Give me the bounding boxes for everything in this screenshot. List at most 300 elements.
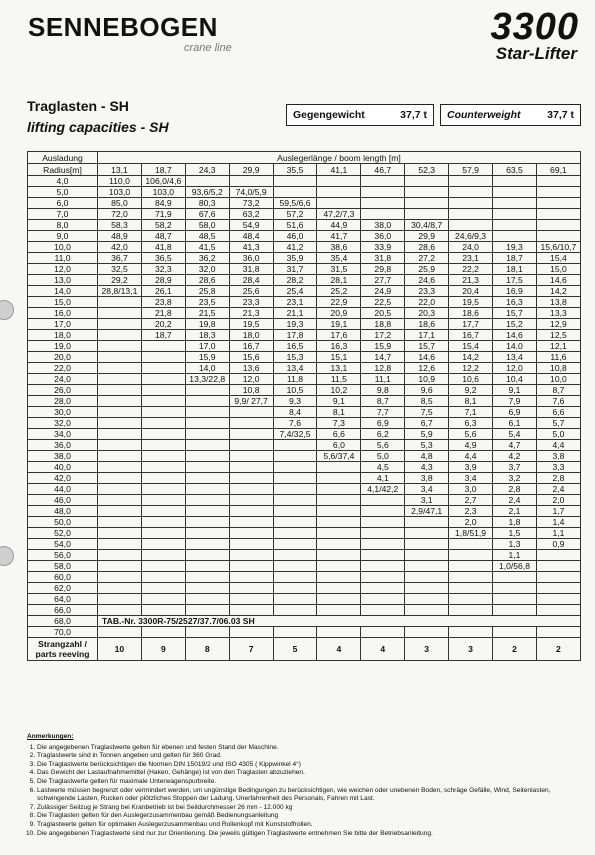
table-row	[28, 517, 581, 528]
counterweight-de-box	[286, 104, 434, 126]
capacity-cell	[141, 473, 185, 484]
radius-cell: 16,0	[28, 308, 98, 319]
capacity-cell	[229, 462, 273, 473]
capacity-cell: 12,0	[229, 374, 273, 385]
capacity-cell	[405, 176, 449, 187]
capacity-cell	[317, 627, 361, 638]
capacity-cell: 20,2	[141, 319, 185, 330]
capacity-cell: 4,1/42,2	[361, 484, 405, 495]
capacity-cell	[449, 187, 493, 198]
radius-cell: 5,0	[28, 187, 98, 198]
capacity-cell: 80,3	[185, 198, 229, 209]
capacity-cell	[405, 209, 449, 220]
capacity-cell: 15,7	[493, 308, 537, 319]
capacity-cell: 28,9	[141, 275, 185, 286]
capacity-cell	[98, 451, 142, 462]
capacity-cell: 67,6	[185, 209, 229, 220]
capacity-cell	[185, 627, 229, 638]
table-row	[28, 528, 581, 539]
capacity-cell: 103,0	[98, 187, 142, 198]
capacity-cell: 36,0	[361, 231, 405, 242]
capacity-cell: 5,7	[536, 418, 580, 429]
capacity-cell: 12,9	[536, 319, 580, 330]
capacity-cell	[405, 539, 449, 550]
capacity-cell	[317, 462, 361, 473]
table-row	[28, 495, 581, 506]
capacity-cell: 15,7	[405, 341, 449, 352]
capacity-cell	[405, 187, 449, 198]
capacity-cell: 3,0	[449, 484, 493, 495]
header-row	[28, 152, 581, 164]
capacity-cell	[98, 418, 142, 429]
capacity-cell: 14,2	[449, 352, 493, 363]
capacity-cell	[273, 440, 317, 451]
capacity-cell: 14,6	[493, 330, 537, 341]
radius-cell: 9,0	[28, 231, 98, 242]
radius-cell: 46,0	[28, 495, 98, 506]
capacity-cell: 5,9	[405, 429, 449, 440]
table-row	[28, 561, 581, 572]
note-item: 8. Die Traglasten gelten für den Auslegerzusammenbau gemäß Bedienungsanleitung	[37, 812, 577, 821]
capacity-cell: 29,8	[361, 264, 405, 275]
capacity-cell	[273, 627, 317, 638]
capacity-cell: 31,7	[273, 264, 317, 275]
capacity-cell: 10,4	[493, 374, 537, 385]
capacity-cell	[98, 407, 142, 418]
radius-cell: 7,0	[28, 209, 98, 220]
capacity-cell	[361, 528, 405, 539]
capacity-cell: 10,2	[317, 385, 361, 396]
capacity-cell: 2,9/47,1	[405, 506, 449, 517]
capacity-cell: 15,6/10,7	[536, 242, 580, 253]
capacity-cell: 15,0	[536, 264, 580, 275]
radius-cell: 48,0	[28, 506, 98, 517]
capacity-cell	[449, 176, 493, 187]
capacity-cell	[185, 440, 229, 451]
capacity-cell: 17,1	[405, 330, 449, 341]
capacity-cell	[98, 594, 142, 605]
capacity-cell	[98, 627, 142, 638]
capacity-cell: 72,0	[98, 209, 142, 220]
capacity-cell: 32,3	[141, 264, 185, 275]
radius-cell: 19,0	[28, 341, 98, 352]
capacity-cell	[273, 187, 317, 198]
capacity-cell	[141, 583, 185, 594]
table-row	[28, 220, 581, 231]
capacity-cell: 22,0	[405, 297, 449, 308]
capacity-cell: 7,3	[317, 418, 361, 429]
capacity-cell	[229, 440, 273, 451]
reeving-row	[28, 638, 581, 661]
capacity-cell: 13,1	[317, 363, 361, 374]
capacity-cell	[449, 198, 493, 209]
capacity-cell: 6,2	[361, 429, 405, 440]
capacity-cell	[229, 539, 273, 550]
radius-cell: 64,0	[28, 594, 98, 605]
capacity-cell: 5,6	[361, 440, 405, 451]
capacity-cell	[141, 462, 185, 473]
capacity-cell	[98, 561, 142, 572]
boom-length-header: Auslegerlänge / boom length [m]	[98, 152, 581, 164]
boom-length-value: 46,7	[361, 164, 405, 176]
capacity-cell: 25,6	[229, 286, 273, 297]
radius-cell: 32,0	[28, 418, 98, 429]
capacity-cell: 15,4	[536, 253, 580, 264]
radius-cell: 60,0	[28, 572, 98, 583]
capacity-cell	[141, 363, 185, 374]
capacity-cell: 19,3	[493, 242, 537, 253]
capacity-cell	[229, 506, 273, 517]
table-row	[28, 352, 581, 363]
capacity-cell	[98, 429, 142, 440]
capacity-cell: 48,5	[185, 231, 229, 242]
capacity-cell	[536, 220, 580, 231]
radius-cell: 36,0	[28, 440, 98, 451]
capacity-cell	[317, 506, 361, 517]
capacity-cell	[361, 539, 405, 550]
capacity-cell: 2,3	[449, 506, 493, 517]
capacity-cell: 16,3	[317, 341, 361, 352]
capacity-cell	[229, 583, 273, 594]
capacity-cell: 31,8	[361, 253, 405, 264]
capacity-cell	[229, 407, 273, 418]
title-de: Traglasten - SH	[27, 98, 129, 114]
capacity-cell: 1,0/56,8	[493, 561, 537, 572]
capacity-cell: 2,4	[536, 484, 580, 495]
capacity-cell	[536, 605, 580, 616]
capacity-cell	[493, 594, 537, 605]
capacity-cell: 4,2	[493, 451, 537, 462]
capacity-cell	[449, 572, 493, 583]
capacity-cell: 18,6	[449, 308, 493, 319]
capacity-cell: 42,0	[98, 242, 142, 253]
boom-length-value: 69,1	[536, 164, 580, 176]
table-row	[28, 616, 581, 627]
capacity-cell: 3,1	[405, 495, 449, 506]
note-item: 2. Traglastwerte sind in Tonnen angeben und gelten für 360 Grad.	[37, 752, 577, 761]
capacity-cell	[98, 330, 142, 341]
capacity-cell: 7,6	[536, 396, 580, 407]
table-row	[28, 253, 581, 264]
radius-cell: 14,0	[28, 286, 98, 297]
model-number: 3300	[490, 6, 579, 48]
table-row	[28, 341, 581, 352]
capacity-cell: 58,3	[98, 220, 142, 231]
capacity-cell: 2,8	[536, 473, 580, 484]
capacity-cell: 44,9	[317, 220, 361, 231]
capacity-cell: 13,8	[536, 297, 580, 308]
capacity-cell: 13,3/22,8	[185, 374, 229, 385]
capacity-cell	[317, 572, 361, 583]
counterweight-de-value: 37,7 t	[400, 109, 427, 121]
capacity-cell	[536, 176, 580, 187]
capacity-cell	[185, 385, 229, 396]
capacity-cell: 27,2	[405, 253, 449, 264]
reeving-label-de: Strangzahl /	[38, 639, 87, 649]
capacity-cell	[273, 517, 317, 528]
capacity-cell	[98, 308, 142, 319]
capacity-cell: 15,2	[493, 319, 537, 330]
capacity-cell	[185, 572, 229, 583]
capacity-cell: 3,4	[405, 484, 449, 495]
capacity-cell	[229, 451, 273, 462]
capacity-cell	[273, 176, 317, 187]
capacity-cell	[229, 473, 273, 484]
reeving-label-en: parts reeving	[35, 649, 90, 659]
capacity-cell	[361, 583, 405, 594]
note-item: 4. Das Gewicht der Lastaufnahmemittel (Haken, Gehänge) ist von den Traglasten abzuziehen.	[37, 769, 577, 778]
capacity-cell: 14,2	[536, 286, 580, 297]
capacity-cell	[317, 484, 361, 495]
radius-cell: 13,0	[28, 275, 98, 286]
capacity-cell: 36,5	[141, 253, 185, 264]
radius-header-en: Radius[m]	[28, 164, 98, 176]
note-item: 10. Die angegebenen Traglastwerte sind nur zur Orientierung. Die jeweils gültigen Traglastwerte entnehmen Sie bitte der Betriebsanleitung.	[37, 830, 577, 839]
capacity-cell: 22,2	[449, 264, 493, 275]
capacity-cell	[273, 484, 317, 495]
capacity-cell: 1,3	[493, 539, 537, 550]
capacity-cell	[536, 209, 580, 220]
capacity-cell	[273, 605, 317, 616]
capacity-cell: 10,8	[229, 385, 273, 396]
capacity-cell: 28,1	[317, 275, 361, 286]
capacity-cell: 12,6	[405, 363, 449, 374]
capacity-cell: 5,4	[493, 429, 537, 440]
radius-cell: 11,0	[28, 253, 98, 264]
capacity-cell	[98, 605, 142, 616]
capacity-cell: 28,8/13,1	[98, 286, 142, 297]
radius-cell: 17,0	[28, 319, 98, 330]
table-row	[28, 176, 581, 187]
capacity-cell	[98, 517, 142, 528]
table-row	[28, 319, 581, 330]
capacity-cell	[185, 451, 229, 462]
capacity-cell: 35,4	[317, 253, 361, 264]
capacity-cell: 15,4	[449, 341, 493, 352]
capacity-cell: 5,0	[361, 451, 405, 462]
capacity-cell	[98, 495, 142, 506]
capacity-cell: 16,9	[493, 286, 537, 297]
capacity-cell	[449, 539, 493, 550]
capacity-cell: 18,1	[493, 264, 537, 275]
capacity-cell: 93,6/5,2	[185, 187, 229, 198]
capacity-cell	[449, 550, 493, 561]
counterweight-de-label: Gegengewicht	[293, 109, 365, 121]
capacity-cell	[361, 495, 405, 506]
capacity-cell	[405, 594, 449, 605]
note-item: 7. Zulässiger Seilzug je Strang bei Kranbetrieb ist bei Seildurchmesser 26 mm - 12.000 kg	[37, 804, 577, 813]
capacity-cell	[273, 550, 317, 561]
capacity-cell: 47,2/7,3	[317, 209, 361, 220]
capacity-cell: 16,5	[273, 341, 317, 352]
table-row	[28, 539, 581, 550]
capacity-cell	[405, 583, 449, 594]
capacity-cell	[361, 550, 405, 561]
capacity-cell: 4,5	[361, 462, 405, 473]
capacity-cell: 18,8	[361, 319, 405, 330]
capacity-cell	[229, 528, 273, 539]
radius-cell: 42,0	[28, 473, 98, 484]
table-row	[28, 418, 581, 429]
capacity-cell: 7,4/32,5	[273, 429, 317, 440]
capacity-cell: 10,5	[273, 385, 317, 396]
capacity-cell	[317, 550, 361, 561]
brand-logo: SENNEBOGEN	[28, 12, 218, 42]
capacity-cell: 10,8	[536, 363, 580, 374]
capacity-cell: 14,0	[185, 363, 229, 374]
capacity-cell	[229, 561, 273, 572]
capacity-cell: 24,6/9,3	[449, 231, 493, 242]
capacity-cell	[185, 418, 229, 429]
capacity-cell	[493, 198, 537, 209]
capacity-cell: 12,0	[493, 363, 537, 374]
capacity-cell: 4,9	[449, 440, 493, 451]
capacity-cell	[185, 561, 229, 572]
reeving-value: 2	[493, 638, 537, 661]
capacity-cell: 23,1	[449, 253, 493, 264]
capacity-cell	[493, 220, 537, 231]
capacity-cell: 41,5	[185, 242, 229, 253]
capacity-cell	[185, 517, 229, 528]
notes-list	[27, 744, 577, 839]
capacity-cell	[98, 297, 142, 308]
table-row	[28, 198, 581, 209]
capacity-cell: 106,0/4,6	[141, 176, 185, 187]
capacity-cell: 14,6	[536, 275, 580, 286]
capacity-cell: 12,5	[536, 330, 580, 341]
radius-cell: 66,0	[28, 605, 98, 616]
table-row	[28, 429, 581, 440]
note-item: 3. Die Traglastwerte berücksichtigen die Normen DIN 15019/2 und ISO 4305 ( Kippwinkel 4°)	[37, 761, 577, 770]
capacity-cell	[98, 473, 142, 484]
capacity-cell: 14,7	[361, 352, 405, 363]
capacity-cell	[141, 484, 185, 495]
radius-cell: 52,0	[28, 528, 98, 539]
capacity-cell	[98, 319, 142, 330]
table-row	[28, 407, 581, 418]
reeving-value: 8	[185, 638, 229, 661]
radius-cell: 24,0	[28, 374, 98, 385]
capacity-cell	[449, 583, 493, 594]
capacity-cell	[98, 583, 142, 594]
capacity-cell: 17,2	[361, 330, 405, 341]
table-row	[28, 286, 581, 297]
capacity-cell: 5,6	[449, 429, 493, 440]
capacity-cell: 17,7	[449, 319, 493, 330]
capacity-cell	[493, 583, 537, 594]
capacity-cell	[449, 594, 493, 605]
table-row	[28, 308, 581, 319]
table-row	[28, 451, 581, 462]
capacity-cell	[536, 583, 580, 594]
capacity-cell	[536, 627, 580, 638]
capacity-cell: 20,5	[361, 308, 405, 319]
capacity-cell	[229, 495, 273, 506]
table-row	[28, 627, 581, 638]
punch-hole	[0, 546, 14, 566]
capacity-cell: 57,2	[273, 209, 317, 220]
capacity-cell	[449, 627, 493, 638]
capacity-cell: 21,1	[273, 308, 317, 319]
capacity-cell	[361, 572, 405, 583]
capacity-cell: 25,9	[405, 264, 449, 275]
capacity-cell	[229, 605, 273, 616]
capacity-cell: 8,7	[361, 396, 405, 407]
capacity-cell	[273, 572, 317, 583]
capacity-cell: 18,7	[141, 330, 185, 341]
brand-subtitle: crane line	[184, 42, 232, 54]
capacity-cell	[273, 539, 317, 550]
capacity-cell: 19,3	[273, 319, 317, 330]
capacity-cell: 23,5	[185, 297, 229, 308]
capacity-cell	[141, 352, 185, 363]
capacity-cell: 4,1	[361, 473, 405, 484]
capacity-cell	[141, 374, 185, 385]
capacity-cell: 26,1	[141, 286, 185, 297]
radius-cell: 15,0	[28, 297, 98, 308]
capacity-cell	[98, 572, 142, 583]
capacity-cell	[229, 550, 273, 561]
radius-cell: 8,0	[28, 220, 98, 231]
capacity-cell	[493, 605, 537, 616]
capacity-cell: 13,6	[229, 363, 273, 374]
capacity-cell: 33,9	[361, 242, 405, 253]
capacity-cell	[317, 528, 361, 539]
reeving-value: 9	[141, 638, 185, 661]
capacity-cell: 9,1	[317, 396, 361, 407]
radius-cell: 28,0	[28, 396, 98, 407]
capacity-cell	[141, 605, 185, 616]
capacity-cell	[185, 429, 229, 440]
capacity-cell: 10,6	[449, 374, 493, 385]
radius-header-de: Ausladung	[28, 152, 98, 164]
capacity-cell	[98, 440, 142, 451]
capacity-cell	[98, 341, 142, 352]
capacity-cell: 8,4	[273, 407, 317, 418]
capacity-cell: 41,2	[273, 242, 317, 253]
capacity-cell	[317, 605, 361, 616]
radius-cell: 6,0	[28, 198, 98, 209]
capacity-cell: 19,8	[185, 319, 229, 330]
boom-length-value: 24,3	[185, 164, 229, 176]
capacity-cell	[273, 506, 317, 517]
capacity-cell: 14,0	[493, 341, 537, 352]
radius-cell: 58,0	[28, 561, 98, 572]
capacity-cell	[449, 605, 493, 616]
capacity-cell	[361, 627, 405, 638]
capacity-cell: 2,0	[449, 517, 493, 528]
capacity-cell	[405, 605, 449, 616]
capacity-cell: 32,5	[98, 264, 142, 275]
capacity-cell: 25,4	[273, 286, 317, 297]
table-row	[28, 462, 581, 473]
capacity-cell	[141, 396, 185, 407]
capacity-cell: 27,7	[361, 275, 405, 286]
capacity-cell	[141, 594, 185, 605]
capacity-cell: 8,5	[405, 396, 449, 407]
capacity-cell	[185, 594, 229, 605]
capacity-cell	[185, 407, 229, 418]
capacity-cell: 18,6	[405, 319, 449, 330]
radius-cell: 62,0	[28, 583, 98, 594]
capacity-cell	[273, 495, 317, 506]
capacity-cell: 21,3	[449, 275, 493, 286]
capacity-cell	[273, 528, 317, 539]
capacity-cell: 1,1	[536, 528, 580, 539]
capacity-cell: 3,4	[449, 473, 493, 484]
capacity-cell: 16,7	[449, 330, 493, 341]
note-item: 9. Traglastwerte gelten für optimalen Auslegerzusammenbau und Rollenkopf mit Kunststoffrollen.	[37, 821, 577, 830]
